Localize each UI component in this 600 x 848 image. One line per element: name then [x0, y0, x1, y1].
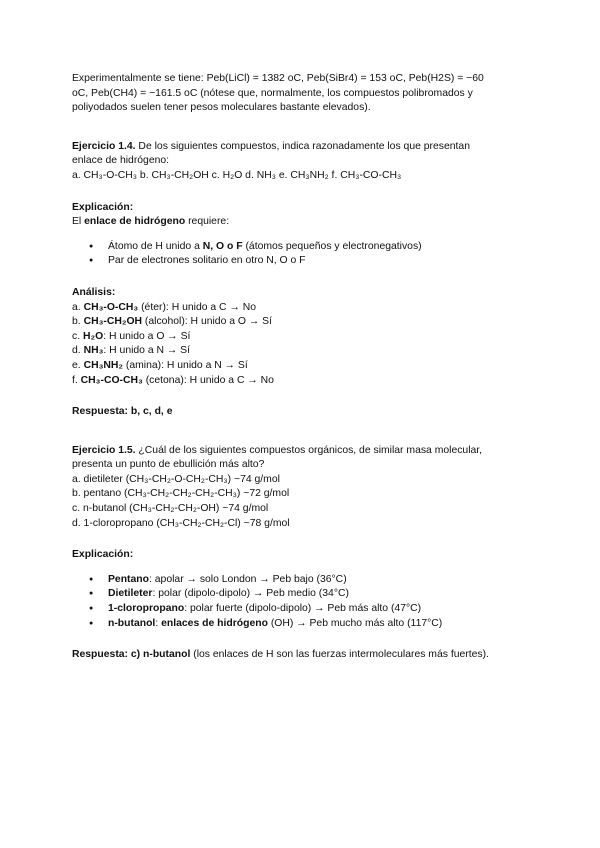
analysis-item-prefix: f. — [72, 374, 81, 386]
analysis-item-formula: CH₃-O-CH₃ — [83, 301, 139, 313]
analysis-item-result: : H unido a N → Sí — [103, 345, 191, 357]
compound-name: n-butanol — [108, 617, 156, 629]
exercise-1-4-title: Ejercicio 1.4. — [72, 140, 136, 152]
requirement-item-pre: Átomo de H unido a — [108, 240, 203, 252]
requirement-item — [72, 254, 534, 269]
analysis-item-b — [72, 316, 272, 327]
exercise-1-4-answer — [72, 405, 534, 420]
compound-bond: enlaces de hidrógeno — [161, 617, 268, 629]
exercise-1-5-text-2: presenta un punto de ebullición más alto? — [72, 459, 265, 471]
analysis-heading: Análisis: — [72, 286, 116, 298]
explanation-block — [72, 201, 534, 230]
analysis-item-prefix: b. — [72, 316, 84, 328]
option-b: b. pentano (CH₃-CH₂-CH₂-CH₂-CH₃) ~72 g/mol — [72, 488, 290, 500]
exercise-1-4-options: a. CH₃-O-CH₃ b. CH₃-CH₂OH c. H₂O d. NH₃ e. CH₃NH₂ f. CH₃-CO-CH₃ — [72, 169, 402, 181]
compound-name: Dietileter — [108, 588, 153, 600]
analysis-item-formula: NH₃ — [83, 345, 104, 357]
requirement-item — [72, 240, 534, 255]
intro-line-1: Experimentalmente se tiene: Peb(LiCl) = 1382 oC, Peb(SiBr4) = 153 oC, Peb(H2S) = −60 — [72, 73, 484, 84]
requirement-bold: enlace de hidrógeno — [84, 216, 186, 228]
option-c: c. n-butanol (CH₃-CH₂-CH₂-OH) ~74 g/mol — [72, 503, 269, 515]
option-d: d. 1-cloropropano (CH₃-CH₂-CH₂-Cl) ~78 g/mol — [72, 517, 290, 529]
compound-item-pentano — [72, 573, 534, 588]
compound-desc: (OH) → Peb mucho más alto (117°C) — [267, 617, 443, 629]
analysis-item-d — [72, 345, 190, 356]
compound-item-butanol — [72, 617, 534, 632]
answer-bold: Respuesta: c) n-butanol — [72, 649, 191, 661]
answer-text: Respuesta: b, c, d, e — [72, 406, 173, 418]
analysis-item-result: (éter): H unido a C → No — [138, 301, 257, 313]
compound-list — [72, 573, 534, 631]
exercise-1-5-title: Ejercicio 1.5. — [72, 444, 136, 456]
compound-item-dietileter — [72, 587, 534, 602]
requirement-pre: El — [72, 216, 85, 228]
analysis-item-formula: CH₃-CH₂OH — [83, 316, 143, 328]
requirement-item-bold: N, O o F — [202, 240, 243, 252]
requirement-list — [72, 240, 534, 269]
document-content — [72, 72, 534, 663]
analysis-item-prefix: e. — [72, 359, 84, 371]
compound-name: Pentano — [108, 573, 149, 585]
analysis-item-prefix: c. — [72, 330, 83, 342]
option-a: a. dietileter (CH₃-CH₂-O-CH₂-CH₃) ~74 g/mol — [72, 473, 280, 485]
intro-line-2: oC, Peb(CH4) = −161.5 oC (nótese que, normalmente, los compuestos polibromados y — [72, 87, 473, 99]
exercise-1-4-text-2: enlace de hidrógeno: — [72, 155, 170, 167]
analysis-item-formula: CH₃-CO-CH₃ — [80, 374, 143, 386]
exercise-1-4-text-1: De los siguientes compuestos, indica razonadamente los que presentan — [135, 140, 470, 152]
analysis-block — [72, 286, 534, 388]
exercise-1-5-statement — [72, 444, 534, 532]
analysis-item-result: (alcohol): H unido a O → Sí — [142, 316, 272, 328]
compound-item-cloropropano — [72, 602, 534, 617]
analysis-item-formula: H₂O — [82, 330, 104, 342]
intro-paragraph — [72, 72, 534, 116]
analysis-item-a — [72, 302, 256, 313]
compound-sep: : — [155, 617, 162, 629]
analysis-item-f — [72, 375, 274, 386]
answer-post: (los enlaces de H son las fuerzas intermoleculares más fuertes). — [190, 649, 489, 661]
requirement-item-post: (átomos pequeños y electronegativos) — [242, 240, 422, 252]
analysis-item-e — [72, 360, 248, 371]
exercise-1-5-answer — [72, 648, 534, 663]
intro-line-3: poliyodados suelen tener pesos moleculares bastante elevados). — [72, 102, 371, 114]
explanation-heading: Explicación: — [72, 201, 134, 213]
analysis-item-formula: CH₃NH₂ — [83, 359, 123, 371]
requirement-item-text: Par de electrones solitario en otro N, O o F — [108, 255, 306, 267]
analysis-item-result: : H unido a O → Sí — [103, 330, 191, 342]
explanation-heading-2 — [72, 548, 534, 563]
explanation-heading: Explicación: — [72, 549, 134, 561]
analysis-item-prefix: d. — [72, 345, 84, 357]
analysis-item-result: (amina): H unido a N → Sí — [123, 359, 248, 371]
compound-name: 1-cloropropano — [108, 603, 185, 615]
exercise-1-4-statement — [72, 140, 534, 184]
compound-desc: : polar (dipolo-dipolo) → Peb medio (34°C) — [152, 588, 349, 600]
exercise-1-5-text-1: ¿Cuál de los siguientes compuestos orgánicos, de similar masa molecular, — [135, 444, 483, 456]
analysis-item-result: (cetona): H unido a C → No — [142, 374, 274, 386]
requirement-post: requiere: — [185, 216, 230, 228]
analysis-item-c — [72, 331, 190, 342]
compound-desc: : apolar → solo London → Peb bajo (36°C) — [149, 573, 347, 585]
compound-desc: : polar fuerte (dipolo-dipolo) → Peb más alto (47°C) — [184, 603, 422, 615]
analysis-item-prefix: a. — [72, 301, 84, 313]
